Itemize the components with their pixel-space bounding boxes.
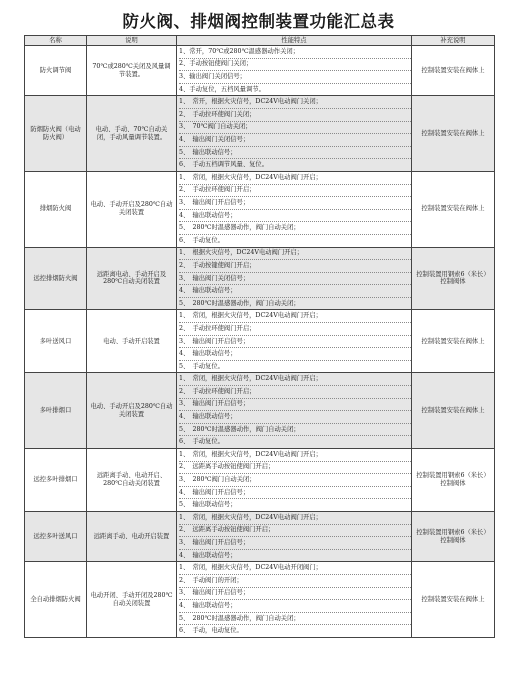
feature-line: 3、 输出阀门开启信号； bbox=[179, 197, 411, 210]
table-row bbox=[25, 46, 495, 96]
table-header bbox=[25, 36, 495, 46]
valve-features bbox=[177, 46, 412, 96]
feature-line: 1、 常闭，根据火灾信号，DC24V电动阀门开启； bbox=[179, 172, 411, 185]
feature-line: 5、 280℃时温感器动作，阀门自动关闭； bbox=[179, 613, 411, 626]
feature-line: 4、 输出联动信号； bbox=[179, 348, 411, 361]
feature-line: 3、 输出阀门开启信号； bbox=[179, 537, 411, 550]
feature-line: 4、 输出联动信号； bbox=[179, 551, 237, 559]
valve-name: 多叶排烟口 bbox=[25, 373, 87, 449]
supplementary-note: 控制装置安装在阀体上 bbox=[412, 46, 495, 96]
feature-line: 6、 手动复位。 bbox=[179, 236, 224, 244]
feature-line: 2、 远距离手动按钮使阀门开启； bbox=[179, 525, 411, 538]
feature-line: 2、 手动拉环使阀门开启； bbox=[179, 386, 411, 399]
table-row bbox=[25, 96, 495, 172]
feature-line: 4、 输出联动信号； bbox=[179, 285, 411, 298]
feature-line: 3、 输出阀门关闭信号； bbox=[179, 273, 411, 286]
valve-description: 远距离手动、电动开启、280℃自动关闭装置 bbox=[87, 449, 177, 512]
valve-name: 全自动排烟防火阀 bbox=[25, 562, 87, 638]
feature-line: 6、 手动复位。 bbox=[179, 438, 224, 446]
feature-line: 1、常开，70℃或280℃温感器动作关闭； bbox=[179, 46, 411, 59]
feature-line: 2、 手动拉环使阀门关闭； bbox=[179, 109, 411, 122]
feature-line: 5、 手动复位。 bbox=[179, 362, 224, 370]
table-row bbox=[25, 171, 495, 247]
feature-line: 3、 输出阀门开启信号； bbox=[179, 399, 411, 412]
valve-summary-table bbox=[24, 35, 495, 638]
table-row bbox=[25, 247, 495, 310]
feature-line: 6、 手动，电动复位。 bbox=[179, 627, 243, 635]
feature-line: 3、输出阀门关闭信号； bbox=[179, 71, 411, 84]
table-row bbox=[25, 511, 495, 561]
feature-line: 4、手动复位，五档风量调节。 bbox=[179, 85, 265, 93]
feature-line: 1、 常闭，根据火灾信号，DC24V电动开闭阀门； bbox=[179, 562, 411, 575]
feature-line: 1、 常闭，根据火灾信号，DC24V电动阀门开启； bbox=[179, 449, 411, 462]
valve-features bbox=[177, 171, 412, 247]
supplementary-note: 控制装置安装在阀体上 bbox=[412, 310, 495, 373]
valve-features bbox=[177, 562, 412, 638]
valve-description: 电动、手动开启装置 bbox=[87, 310, 177, 373]
valve-name: 多叶送风口 bbox=[25, 310, 87, 373]
feature-line: 4、 输出阀门关闭信号； bbox=[179, 134, 411, 147]
feature-line: 5、 280℃时温感器动作，阀门自动关闭； bbox=[179, 222, 411, 235]
valve-name: 防烟防火阀（电动防火阀） bbox=[25, 96, 87, 172]
feature-line: 4、 输出联动信号； bbox=[179, 210, 411, 223]
valve-description: 电动开闭、手动开闭及280℃自动关闭装置 bbox=[87, 562, 177, 638]
valve-name: 排烟防火阀 bbox=[25, 171, 87, 247]
valve-name: 远控多叶送风口 bbox=[25, 511, 87, 561]
valve-features bbox=[177, 449, 412, 512]
feature-line: 6、 手动五档调节风量、复位。 bbox=[179, 161, 269, 169]
valve-name: 防火调节阀 bbox=[25, 46, 87, 96]
feature-line: 1、 根据火灾信号，DC24V电动阀门开启； bbox=[179, 248, 411, 261]
valve-description: 远距离电动、手动开启及280℃自动关闭装置 bbox=[87, 247, 177, 310]
valve-description: 电动、手动开启及280℃自动关闭装置 bbox=[87, 373, 177, 449]
header-row bbox=[25, 36, 495, 46]
supplementary-note: 控制装置安装在阀体上 bbox=[412, 562, 495, 638]
feature-line: 2、手动按钮使阀门关闭； bbox=[179, 59, 411, 72]
valve-name: 远控多叶排烟口 bbox=[25, 449, 87, 512]
feature-line: 2、 手动按键使阀门开启； bbox=[179, 260, 411, 273]
valve-name: 远控排烟防火阀 bbox=[25, 247, 87, 310]
valve-features bbox=[177, 96, 412, 172]
valve-description: 70℃或280℃关闭及风量调节装置。 bbox=[87, 46, 177, 96]
supplementary-note: 控制装置用钢索6（米长）控制阀体 bbox=[412, 449, 495, 512]
feature-line: 3、 输出阀门开启信号； bbox=[179, 336, 411, 349]
table-row bbox=[25, 310, 495, 373]
feature-line: 5、 280℃时温感器动作，阀门自动关闭； bbox=[179, 424, 411, 437]
valve-description: 远距离手动、电动开启装置 bbox=[87, 511, 177, 561]
feature-line: 1、 常闭，根据火灾信号，DC24V电动阀门开启； bbox=[179, 373, 411, 386]
document-title: 防火阀、排烟阀控制装置功能汇总表 bbox=[122, 12, 395, 31]
supplementary-note: 控制装置安装在阀体上 bbox=[412, 96, 495, 172]
feature-line: 2、 手动拉环使阀门开启； bbox=[179, 323, 411, 336]
valve-description: 电动、手动、70℃自动关闭，手动风量调节装置。 bbox=[87, 96, 177, 172]
table-body bbox=[25, 46, 495, 638]
table-row bbox=[25, 373, 495, 449]
feature-line: 3、 280℃阀门自动关闭； bbox=[179, 474, 411, 487]
valve-features bbox=[177, 247, 412, 310]
feature-line: 1、 常开，根据火灾信号，DC24V电动阀门关闭； bbox=[179, 96, 411, 109]
table-row bbox=[25, 449, 495, 512]
feature-line: 3、 输出阀门开启信号； bbox=[179, 588, 411, 601]
feature-line: 5、 输出联动信号； bbox=[179, 501, 237, 509]
header-note: 补充说明 bbox=[412, 36, 495, 46]
feature-line: 2、 手动拉环使阀门开启； bbox=[179, 185, 411, 198]
feature-line: 5、 输出联动信号； bbox=[179, 147, 411, 160]
feature-line: 4、 输出联动信号； bbox=[179, 411, 411, 424]
valve-description: 电动、手动开启及280℃自动关闭装置 bbox=[87, 171, 177, 247]
header-description: 说明 bbox=[87, 36, 177, 46]
feature-line: 4、 输出联动信号； bbox=[179, 600, 411, 613]
feature-line: 1、 常闭，根据火灾信号，DC24V电动阀门开启； bbox=[179, 512, 411, 525]
valve-features bbox=[177, 310, 412, 373]
supplementary-note: 控制装置用钢索6（米长）控制阀体 bbox=[412, 247, 495, 310]
header-name: 名称 bbox=[25, 36, 87, 46]
feature-line: 2、 手动阀门的开闭； bbox=[179, 575, 411, 588]
supplementary-note: 控制装置用钢索6（米长）控制阀体 bbox=[412, 511, 495, 561]
supplementary-note: 控制装置安装在阀体上 bbox=[412, 171, 495, 247]
supplementary-note: 控制装置安装在阀体上 bbox=[412, 373, 495, 449]
header-features: 性能特点 bbox=[177, 36, 412, 46]
feature-line: 1、 常闭，根据火灾信号，DC24V电动阀门开启； bbox=[179, 310, 411, 323]
valve-features bbox=[177, 511, 412, 561]
feature-line: 5、 280℃时温感器动作，阀门自动关闭； bbox=[179, 299, 300, 307]
valve-features bbox=[177, 373, 412, 449]
feature-line: 3、 70℃阀门自动关闭； bbox=[179, 122, 411, 135]
feature-line: 2、 远距离手动按钮使阀门开启； bbox=[179, 462, 411, 475]
table-row bbox=[25, 562, 495, 638]
feature-line: 4、 输出阀门开启信号； bbox=[179, 487, 411, 500]
